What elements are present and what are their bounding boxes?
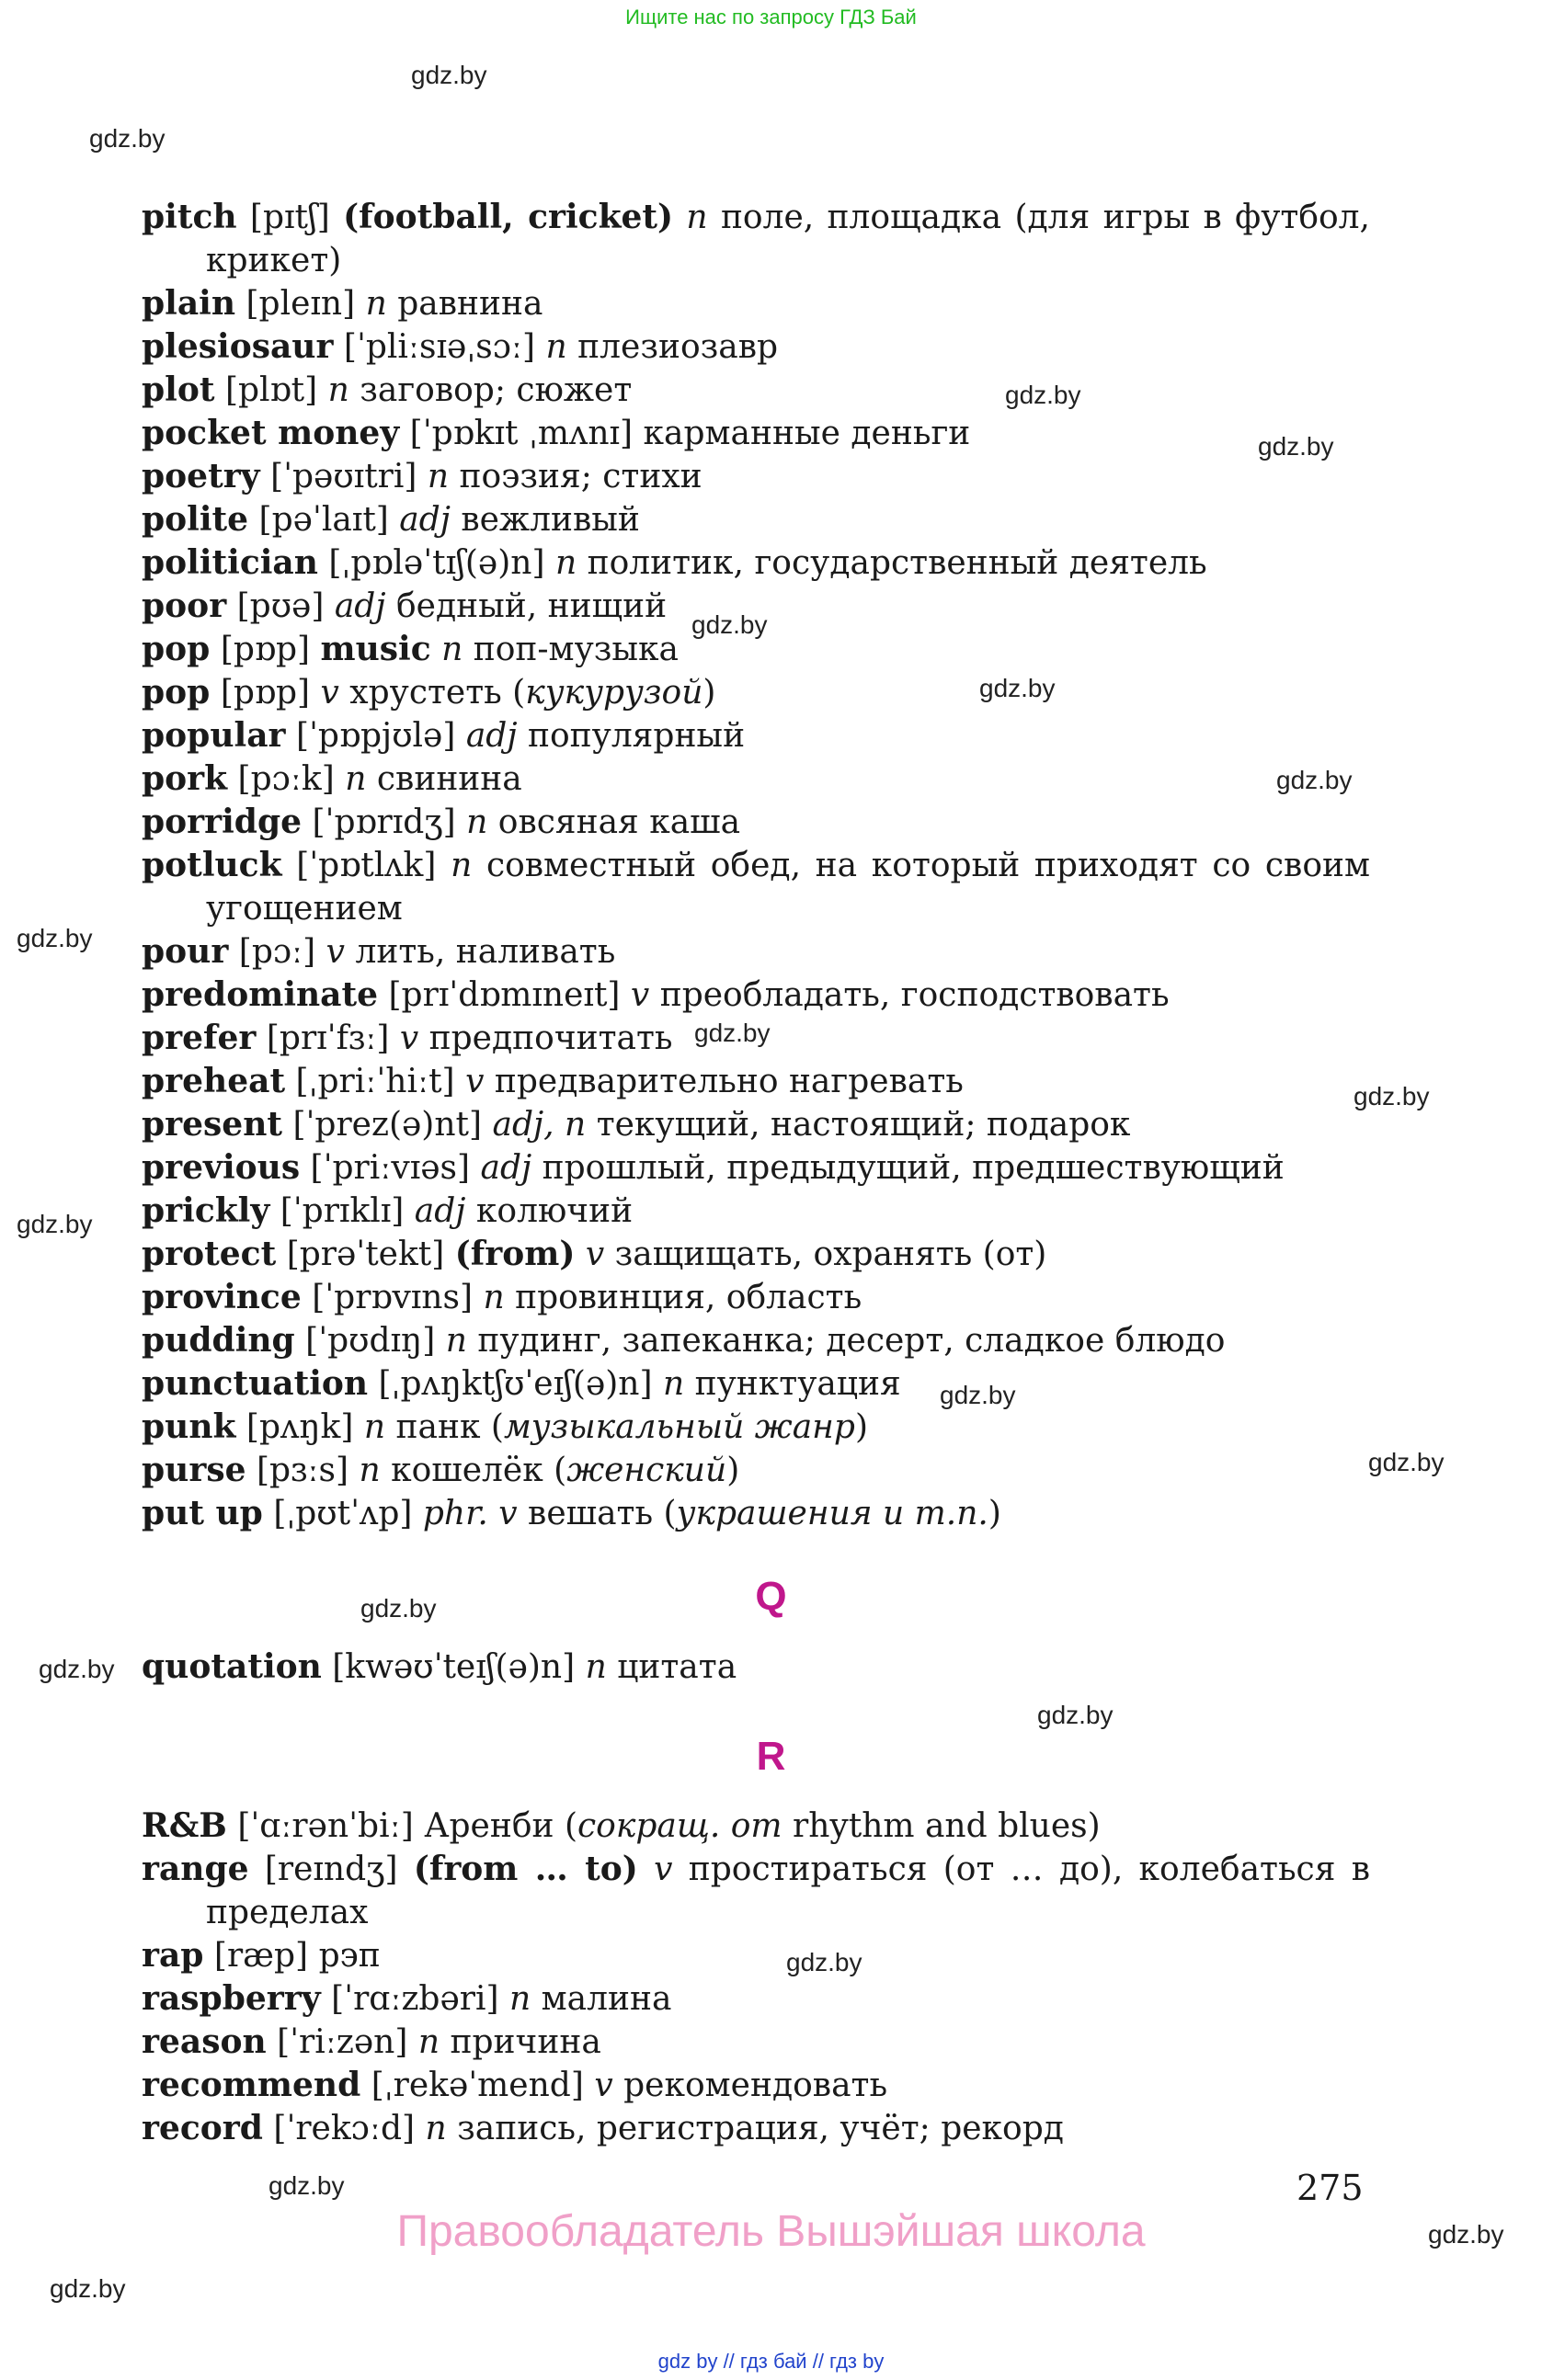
watermark: gdz.by: [1368, 1448, 1445, 1476]
headword: preheat: [142, 1062, 286, 1100]
definition: рекомендовать: [623, 2067, 888, 2104]
dictionary-entry: [142, 369, 1370, 412]
grammar-label: adj: [414, 1192, 466, 1230]
watermark: gdz.by: [979, 674, 1056, 702]
grammar-label: n: [427, 458, 450, 495]
definition-end: ): [988, 1495, 1001, 1532]
pronunciation: [ˈpriːvɪəs]: [310, 1149, 471, 1187]
grammar-label: n: [545, 328, 567, 366]
pronunciation: [prɪˈdɒmɪneɪt]: [388, 976, 621, 1014]
headword: purse: [142, 1451, 246, 1489]
pronunciation: [pɪtʃ]: [249, 199, 330, 236]
pronunciation: [ˈprɪklɪ]: [280, 1192, 405, 1230]
pronunciation: [ˌpriːˈhiːt]: [295, 1063, 455, 1100]
definition: вешать (: [528, 1495, 677, 1532]
dictionary-entry: [142, 1060, 1370, 1103]
dictionary-entry: [142, 2064, 1370, 2107]
dictionary-entry: [142, 1103, 1370, 1146]
headword: range: [142, 1850, 249, 1888]
headword: plain: [142, 284, 236, 323]
definition: политик, государственный деятель: [587, 544, 1207, 582]
grammar-label: phr. v: [422, 1495, 518, 1532]
grammar-label: adj, n: [492, 1106, 587, 1144]
pronunciation: [reɪndʒ]: [264, 1850, 398, 1888]
grammar-label: n: [345, 760, 367, 798]
watermark: gdz.by: [17, 924, 93, 952]
section-letter-q: Q: [755, 1574, 787, 1619]
definition: поп-музыка: [473, 631, 679, 668]
definition-end: ): [726, 1452, 740, 1489]
definition: прошлый, предыдущий, предшествующий: [542, 1149, 1285, 1187]
dictionary-entry: [142, 801, 1370, 844]
dictionary-entry: [142, 1805, 1370, 1848]
headword: popular: [142, 716, 286, 755]
definition-note: украшения и т.п.: [676, 1495, 988, 1532]
dictionary-entry: [142, 1406, 1370, 1449]
grammar-label: adj: [480, 1149, 532, 1187]
pronunciation: [pɔːk]: [237, 760, 335, 798]
watermark: gdz.by: [786, 1948, 862, 1976]
definition-end: rhythm and blues): [782, 1807, 1101, 1845]
grammar-label: adj: [399, 501, 451, 539]
headword: prickly: [142, 1191, 270, 1230]
pronunciation: [pleɪn]: [246, 285, 356, 323]
pronunciation: [ˈrɑːzbəri]: [331, 1980, 499, 2018]
entries-p: [142, 196, 1370, 1535]
headword: present: [142, 1105, 283, 1144]
dictionary-entry: [142, 196, 1370, 282]
dictionary-entry: [142, 455, 1370, 498]
definition-end: ): [854, 1408, 868, 1446]
watermark: gdz.by: [940, 1381, 1016, 1409]
grammar-label: adj: [465, 717, 518, 755]
section-letter-r: R: [756, 1734, 786, 1779]
grammar-label: n: [466, 803, 488, 841]
headword: predominate: [142, 975, 379, 1014]
watermark: gdz.by: [1258, 432, 1334, 461]
definition-note: сокращ. от: [577, 1807, 782, 1845]
pronunciation: [prɪˈfɜː]: [266, 1019, 390, 1057]
grammar-label: n: [662, 1365, 685, 1403]
definition: малина: [541, 1980, 672, 2018]
headword: pitch: [142, 198, 237, 236]
dictionary-entry: [142, 930, 1370, 974]
definition: причина: [450, 2023, 601, 2061]
definition: колючий: [475, 1192, 634, 1230]
pronunciation: [ˈpɒkɪt ˌmʌnɪ]: [409, 415, 634, 452]
definition: хрустеть (: [349, 674, 526, 712]
rights-holder: Правообладатель Вышэйшая школа: [396, 2207, 1146, 2256]
watermark: gdz.by: [360, 1594, 437, 1623]
definition-note: музыкальный жанр: [503, 1408, 855, 1446]
grammar-label: n: [483, 1279, 505, 1316]
dictionary-entry: [142, 714, 1370, 757]
grammar-label: n: [585, 1648, 607, 1686]
grammar-label: v: [326, 933, 346, 971]
dictionary-entry: [142, 628, 1370, 671]
dictionary-entry: [142, 1146, 1370, 1190]
dictionary-entry: [142, 1276, 1370, 1319]
headword: punctuation: [142, 1364, 369, 1403]
watermark: gdz.by: [1276, 766, 1353, 794]
pronunciation: [ˈpɒrɪdʒ]: [312, 803, 456, 841]
dictionary-entry: [142, 1319, 1370, 1362]
headword: pocket money: [142, 414, 400, 452]
headword: previous: [142, 1148, 301, 1187]
definition: поэзия; стихи: [459, 458, 702, 495]
grammar-label: v: [399, 1019, 419, 1057]
definition: пудинг, запеканка; десерт, сладкое блюдо: [477, 1322, 1226, 1360]
watermark: gdz.by: [694, 1019, 771, 1047]
definition: пунктуация: [694, 1365, 901, 1403]
grammar-label: n: [365, 285, 387, 323]
dictionary-entry: [142, 541, 1370, 585]
grammar-label: n: [359, 1452, 381, 1489]
definition: кошелёк (: [391, 1452, 567, 1489]
grammar-label: v: [465, 1063, 485, 1100]
grammar-label: n: [451, 847, 473, 884]
headword: R&B: [142, 1806, 227, 1845]
definition: карманные деньги: [643, 415, 971, 452]
definition: простираться (от … до), колебаться в пределах: [206, 1850, 1370, 1931]
pronunciation: [ˈpəʊɪtri]: [270, 458, 417, 495]
pronunciation: [kwəʊˈteɪʃ(ə)n]: [332, 1648, 576, 1686]
definition: цитата: [617, 1648, 737, 1686]
dictionary-entry: [142, 585, 1370, 628]
pronunciation: [ˈprɒvɪns]: [312, 1279, 473, 1316]
dictionary-entry: [142, 412, 1370, 455]
headword-extra: music: [320, 630, 431, 668]
pronunciation: [ˈrekɔːd]: [273, 2110, 416, 2147]
grammar-label: n: [686, 199, 708, 236]
dictionary-entry: [142, 757, 1370, 801]
definition: вежливый: [461, 501, 640, 539]
dictionary-entry: [142, 1233, 1370, 1276]
grammar-label: v: [630, 976, 650, 1014]
pronunciation: [plɒt]: [224, 371, 318, 409]
grammar-label: n: [445, 1322, 467, 1360]
headword: reason: [142, 2022, 267, 2061]
definition: плезиозавр: [577, 328, 779, 366]
grammar-label: n: [363, 1408, 386, 1446]
headword: protect: [142, 1235, 277, 1273]
watermark: gdz.by: [17, 1210, 93, 1238]
pronunciation: [prəˈtekt]: [286, 1236, 445, 1273]
dictionary-entry: [142, 1449, 1370, 1492]
headword-extra: (from): [454, 1235, 576, 1273]
top-banner[interactable]: Ищите нас по запросу ГДЗ Бай: [625, 6, 917, 28]
definition: текущий, настоящий; подарок: [596, 1106, 1131, 1144]
grammar-label: n: [417, 2023, 440, 2061]
footer-links[interactable]: gdz by // гдз бай // гдз by: [657, 2350, 885, 2373]
pronunciation: [pʊə]: [236, 587, 325, 625]
definition: провинция, область: [515, 1279, 862, 1316]
grammar-label: v: [320, 674, 339, 712]
headword: punk: [142, 1407, 236, 1446]
dictionary-entry: [142, 844, 1370, 930]
headword-extra: (football, cricket): [343, 198, 674, 236]
definition: заговор; сюжет: [360, 371, 633, 409]
definition: поле, площадка (для игры в футбол, крикет): [206, 199, 1370, 279]
pronunciation: [ˈɑːrənˈbiː]: [237, 1807, 414, 1845]
grammar-label: n: [425, 2110, 447, 2147]
definition: совместный обед, на который приходят со своим угощением: [206, 847, 1370, 928]
pronunciation: [ˈpliːsɪəˌsɔː]: [343, 328, 536, 366]
headword: record: [142, 2109, 263, 2147]
grammar-label: v: [585, 1236, 605, 1273]
watermark: gdz.by: [1005, 381, 1081, 409]
definition-end: ): [702, 674, 716, 712]
pronunciation: [ˈpɒtlʌk]: [296, 847, 437, 884]
headword: raspberry: [142, 1979, 321, 2018]
headword: pork: [142, 759, 228, 798]
definition-note: кукурузой: [525, 674, 703, 712]
headword: potluck: [142, 846, 282, 884]
watermark: gdz.by: [89, 124, 166, 153]
watermark: gdz.by: [50, 2274, 126, 2303]
pronunciation: [ˌrekəˈmend]: [371, 2067, 584, 2104]
dictionary-entry: [142, 2107, 1370, 2150]
dictionary-entry: [142, 2021, 1370, 2064]
headword: plesiosaur: [142, 327, 334, 366]
grammar-label: n: [509, 1980, 531, 2018]
pronunciation: [ˌpʌŋktʃʊˈeɪʃ(ə)n]: [378, 1365, 653, 1403]
headword: put up: [142, 1494, 263, 1532]
headword: quotation: [142, 1647, 322, 1686]
pronunciation: [pʌŋk]: [246, 1408, 354, 1446]
grammar-label: n: [441, 631, 463, 668]
pronunciation: [ˌpɒləˈtɪʃ(ə)n]: [328, 544, 545, 582]
dictionary-entry: [142, 1934, 1370, 1977]
pronunciation: [pɒp]: [220, 631, 311, 668]
entries-r: [142, 1805, 1370, 2150]
headword: pour: [142, 932, 229, 971]
page-number: 275: [1296, 2168, 1364, 2208]
dictionary-entry: [142, 974, 1370, 1017]
headword: poetry: [142, 457, 260, 495]
pronunciation: [pɜːs]: [256, 1452, 348, 1489]
watermark: gdz.by: [268, 2171, 345, 2200]
headword: rap: [142, 1936, 204, 1975]
watermark: gdz.by: [691, 610, 768, 639]
definition: популярный: [527, 717, 746, 755]
definition: преобладать, господствовать: [659, 976, 1170, 1014]
definition: свинина: [376, 760, 522, 798]
headword: prefer: [142, 1019, 257, 1057]
definition: предварительно нагревать: [494, 1063, 964, 1100]
entries-q: [142, 1646, 1370, 1689]
dictionary-entry: [142, 1190, 1370, 1233]
headword: politician: [142, 543, 318, 582]
dictionary-entry: [142, 282, 1370, 325]
headword-extra: (from … to): [413, 1850, 638, 1888]
definition: бедный, нищий: [395, 587, 668, 625]
pronunciation: [pɔː]: [238, 933, 316, 971]
definition: равнина: [397, 285, 543, 323]
headword: poor: [142, 586, 227, 625]
pronunciation: [ˈpɒpjʊlə]: [295, 717, 456, 755]
watermark: gdz.by: [1354, 1082, 1430, 1110]
headword: province: [142, 1278, 302, 1316]
dictionary-entry: [142, 671, 1370, 714]
definition: защищать, охранять (от): [614, 1236, 1047, 1273]
grammar-label: v: [654, 1850, 673, 1888]
definition: лить, наливать: [355, 933, 616, 971]
grammar-label: v: [594, 2067, 613, 2104]
pronunciation: [pəˈlaɪt]: [258, 501, 389, 539]
dictionary-entry: [142, 325, 1370, 369]
definition: рэп: [318, 1937, 381, 1975]
dictionary-entry: [142, 1848, 1370, 1934]
headword: polite: [142, 500, 249, 539]
headword: pudding: [142, 1321, 295, 1360]
definition: овсяная каша: [497, 803, 741, 841]
grammar-label: n: [327, 371, 349, 409]
dictionary-entry: [142, 1362, 1370, 1406]
pronunciation: [ˈriːzən]: [277, 2023, 408, 2061]
headword: recommend: [142, 2066, 361, 2104]
definition: Аренби (: [424, 1807, 577, 1845]
headword: plot: [142, 370, 215, 409]
definition: запись, регистрация, учёт; рекорд: [457, 2110, 1064, 2147]
grammar-label: adj: [334, 587, 386, 625]
pronunciation: [ˌpʊtˈʌp]: [273, 1495, 413, 1532]
definition: панк (: [395, 1408, 504, 1446]
pronunciation: [ræp]: [213, 1937, 309, 1975]
watermark: gdz.by: [39, 1655, 115, 1683]
headword: pop: [142, 673, 211, 712]
pronunciation: [pɒp]: [220, 674, 311, 712]
dictionary-entry: [142, 1646, 1370, 1689]
watermark: gdz.by: [1428, 2220, 1504, 2249]
headword: pop: [142, 630, 211, 668]
pronunciation: [ˈpʊdɪŋ]: [305, 1322, 436, 1360]
pronunciation: [ˈprez(ə)nt]: [292, 1106, 483, 1144]
dictionary-entry: [142, 498, 1370, 541]
dictionary-entry: [142, 1492, 1370, 1535]
definition-note: женский: [566, 1452, 727, 1489]
dictionary-entry: [142, 1017, 1370, 1060]
headword: porridge: [142, 803, 303, 841]
watermark: gdz.by: [411, 61, 487, 89]
grammar-label: n: [554, 544, 577, 582]
dictionary-entry: [142, 1977, 1370, 2021]
definition: предпочитать: [428, 1019, 673, 1057]
watermark: gdz.by: [1037, 1701, 1114, 1729]
